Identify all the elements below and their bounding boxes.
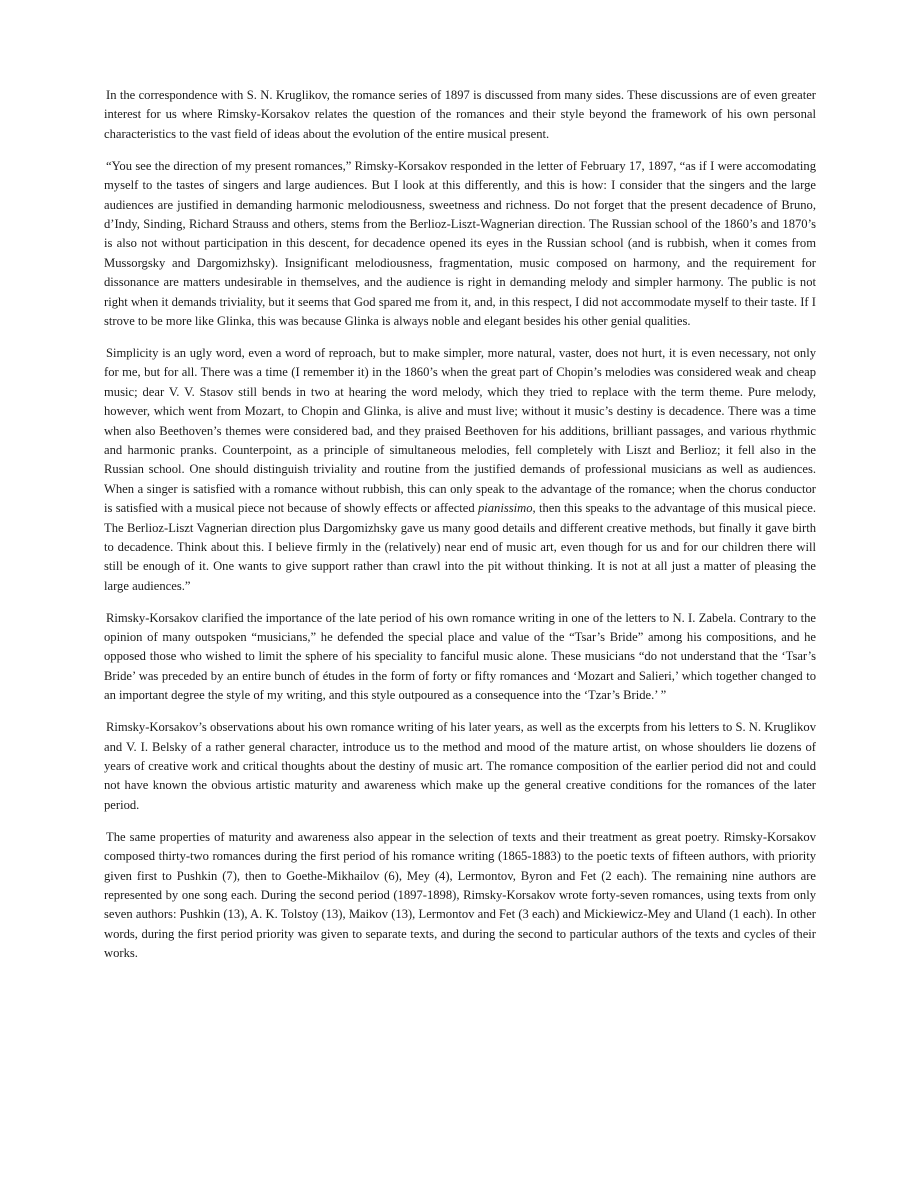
paragraph-2: “You see the direction of my present romances,” Rimsky-Korsakov responded in the letter of February 17, 1897, “as if I were accomodating myself to the tastes of singers and large audiences. But I look at this differently, and this is how: I consider that the singers and the large audiences are justified in demanding harmonic melodiousness, sweetness and richness. Do not forget that the present decadence of Bruno, d’Indy, Sinding, Richard Strauss and others, stems from the Berlioz-Liszt-Wagnerian direction. The Russian school of the 1860’s and 1870’s is also not without participation in this descent, for decadence opened its eyes in the Russian school (and is rubbish, when it comes from Mussorgsky and Dargomizhsky). Insignificant melodiousness, fragmentation, music composed on harmony, and the requirement for dissonance are matters undesirable in themselves, and the audience is right in demanding melody and simpler harmony. The public is not right when it demands triviality, but it seems that God spared me from it, and, in this respect, I did not accommodate myself to their taste. If I strove to be more like Glinka, this was because Glinka is always noble and elegant besides his other genial qualities. [104, 158, 816, 328]
italic-term: pianissimo, [477, 501, 536, 516]
paragraph-3 [104, 344, 816, 596]
paragraph-4: Rimsky-Korsakov clarified the importance of the late period of his own romance writing in one of the letters to N. I. Zabela. Contrary to the opinion of many outspoken “musicians,” he defended the special place and value of the “Tsar’s Bride” among his compositions, and he opposed those who wished to limit the sphere of his speciality to fanciful music alone. These musicians “do not understand that the ‘Tsar’s Bride’ was preceded by an entire bunch of études in the form of forty or fifty romances and ‘Mozart and Salieri,’ which together changed to an important degree the style of my writing, and this style outpoured as a consequence into the ‘Tzar’s Bride.’ ” [104, 610, 816, 703]
paragraph-1: In the correspondence with S. N. Kruglikov, the romance series of 1897 is discussed from many sides. These discussions are of even greater interest for us where Rimsky-Korsakov relates the question of the romances and their style beyond the framework of his own personal characteristics to the vast field of ideas about the evolution of the entire musical present. [104, 88, 816, 141]
paragraph-5: Rimsky-Korsakov’s observations about his own romance writing of his later years, as well as the excerpts from his letters to S. N. Kruglikov and V. I. Belsky of a rather general character, introduce us to the method and mood of the mature artist, on whose shoulders lie dozens of years of creative work and critical thoughts about the destiny of music art. The romance composition of the earlier period did not and could not have known the obvious artistic maturity and awareness which make up the general creative conditions for the romances of the later period. [104, 720, 816, 812]
paragraph-3-text-before: Simplicity is an ugly word, even a word of reproach, but to make simpler, more natural, vaster, does not hurt, it is even necessary, not only for me, but for all. There was a time (I remember it) in the 1860’s when the great part of Chopin’s melodies was considered weak and cheap music; dear V. V. Stasov still bends in two at hearing the word melody, which they tried to replace with the term theme. Pure melody, however, which went from Mozart, to Chopin and Glinka, is alive and must live; without it music’s destiny is decadence. There was a time when also Beethoven’s themes were considered bad, and they praised Beethoven for his additions, brilliant passages, and various rhythmic and harmonic pranks. Counterpoint, as a principle of simultaneous melodies, fell completely with Liszt and Berlioz; it fell also in the Russian school. One should distinguish triviality and routine from the justified demands of professional musicians as well as audiences. When a singer is satisfied with a romance without rubbish, this can only speak to the advantage of the romance; when the chorus conductor is satisfied with a musical piece not because of showly effects or affected [104, 345, 816, 516]
paragraph-6: The same properties of maturity and awareness also appear in the selection of texts and their treatment as great poetry. Rimsky-Korsakov composed thirty-two romances during the first period of his romance writing (1865-1883) to the poetic texts of fifteen authors, with priority given first to Pushkin (7), then to Goethe-Mikhailov (6), Mey (4), Lermontov, Byron and Fet (2 each). The remaining nine authors are represented by one song each. During the second period (1897-1898), Rimsky-Korsakov wrote forty-seven romances, using texts from only seven authors: Pushkin (13), A. K. Tolstoy (13), Maikov (13), Lermontov and Fet (3 each) and Mickiewicz-Mey and Uland (1 each). In other words, during the first period priority was given to separate texts, and during the second to particular authors of the texts and cycles of their works. [104, 829, 816, 961]
document-page [104, 86, 816, 964]
paragraph-3-text-after: then this speaks to the advantage of this musical piece. The Berlioz-Liszt Vagnerian direction plus Dargomizhsky gave us many good details and different creative methods, but finally it gave birth to decadence. Think about this. I believe firmly in the (relatively) near end of music art, even though for us and for our children there will still be enough of it. One wants to give support rather than crawl into the pit without thinking. It is not at all just a matter of pleasing the large audiences.” [104, 501, 816, 593]
